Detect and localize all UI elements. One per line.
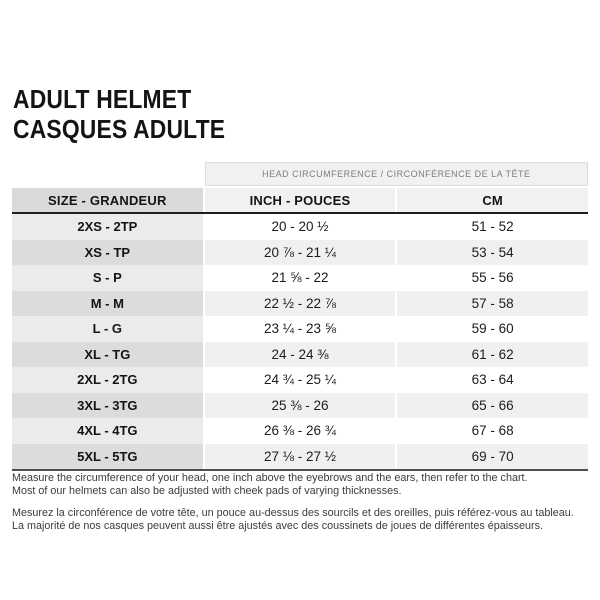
cm-cell: 69 - 70 [397,444,588,470]
size-cell: 3XL - 3TG [12,393,203,419]
instructions-en-line2: Most of our helmets can also be adjusted with cheek pads of varying thicknesses. [12,485,402,498]
instructions-en-line1: Measure the circumference of your head, one inch above the eyebrows and the ears, then refer to the chart. [12,472,528,484]
table-row [12,214,588,240]
size-cell: XL - TG [12,342,203,368]
size-cell: L - G [12,316,203,342]
size-cell: 4XL - 4TG [12,418,203,444]
page-title-en: ADULT HELMET [13,84,192,114]
size-cell: 2XL - 2TG [12,367,203,393]
cm-cell: 57 - 58 [397,291,588,317]
inch-cell: 25 ⅜ - 26 [205,393,396,419]
inch-cell: 22 ½ - 22 ⅞ [205,291,396,317]
size-cell: M - M [12,291,203,317]
cm-cell: 63 - 64 [397,367,588,393]
inch-cell: 26 ⅜ - 26 ¾ [205,418,396,444]
inch-cell: 24 - 24 ⅜ [205,342,396,368]
instructions-fr-line2: La majorité de nos casques peuvent aussi être ajustés avec des coussinets de joues de différentes épaisseurs. [12,520,543,533]
table-row [12,240,588,266]
page-title-fr: CASQUES ADULTE [13,114,226,144]
table-row [12,265,588,291]
table-row [12,342,588,368]
cm-cell: 61 - 62 [397,342,588,368]
size-cell: S - P [12,265,203,291]
cm-cell: 51 - 52 [397,214,588,240]
table-row [12,367,588,393]
instructions-english [12,472,588,499]
table-row [12,418,588,444]
size-cell: 5XL - 5TG [12,444,203,470]
size-cell: 2XS - 2TP [12,214,203,240]
cm-cell: 65 - 66 [397,393,588,419]
table-row [12,393,588,419]
column-header-inch: INCH - POUCES [205,188,396,212]
table-row [12,316,588,342]
table-column-header-row [12,188,588,214]
table-span-header-row [12,162,588,186]
inch-cell: 23 ¼ - 23 ⅝ [205,316,396,342]
cm-cell: 53 - 54 [397,240,588,266]
inch-cell: 21 ⅝ - 22 [205,265,396,291]
inch-cell: 20 ⅞ - 21 ¼ [205,240,396,266]
instructions-french [12,507,588,534]
head-circumference-header: HEAD CIRCUMFERENCE / CIRCONFÉRENCE DE LA TÊTE [205,162,588,186]
size-cell: XS - TP [12,240,203,266]
inch-cell: 20 - 20 ½ [205,214,396,240]
column-header-size: SIZE - GRANDEUR [12,188,203,212]
size-chart-table [12,162,588,471]
inch-cell: 24 ¾ - 25 ¼ [205,367,396,393]
column-header-cm: CM [397,188,588,212]
cm-cell: 55 - 56 [397,265,588,291]
inch-cell: 27 ⅛ - 27 ½ [205,444,396,470]
measurement-instructions [12,472,588,542]
cm-cell: 59 - 60 [397,316,588,342]
table-row [12,444,588,470]
cm-cell: 67 - 68 [397,418,588,444]
page-title [13,84,225,144]
table-row [12,291,588,317]
instructions-fr-line1: Mesurez la circonférence de votre tête, un pouce au-dessus des sourcils et des oreilles, puis référez-vous au tableau. [12,506,574,519]
